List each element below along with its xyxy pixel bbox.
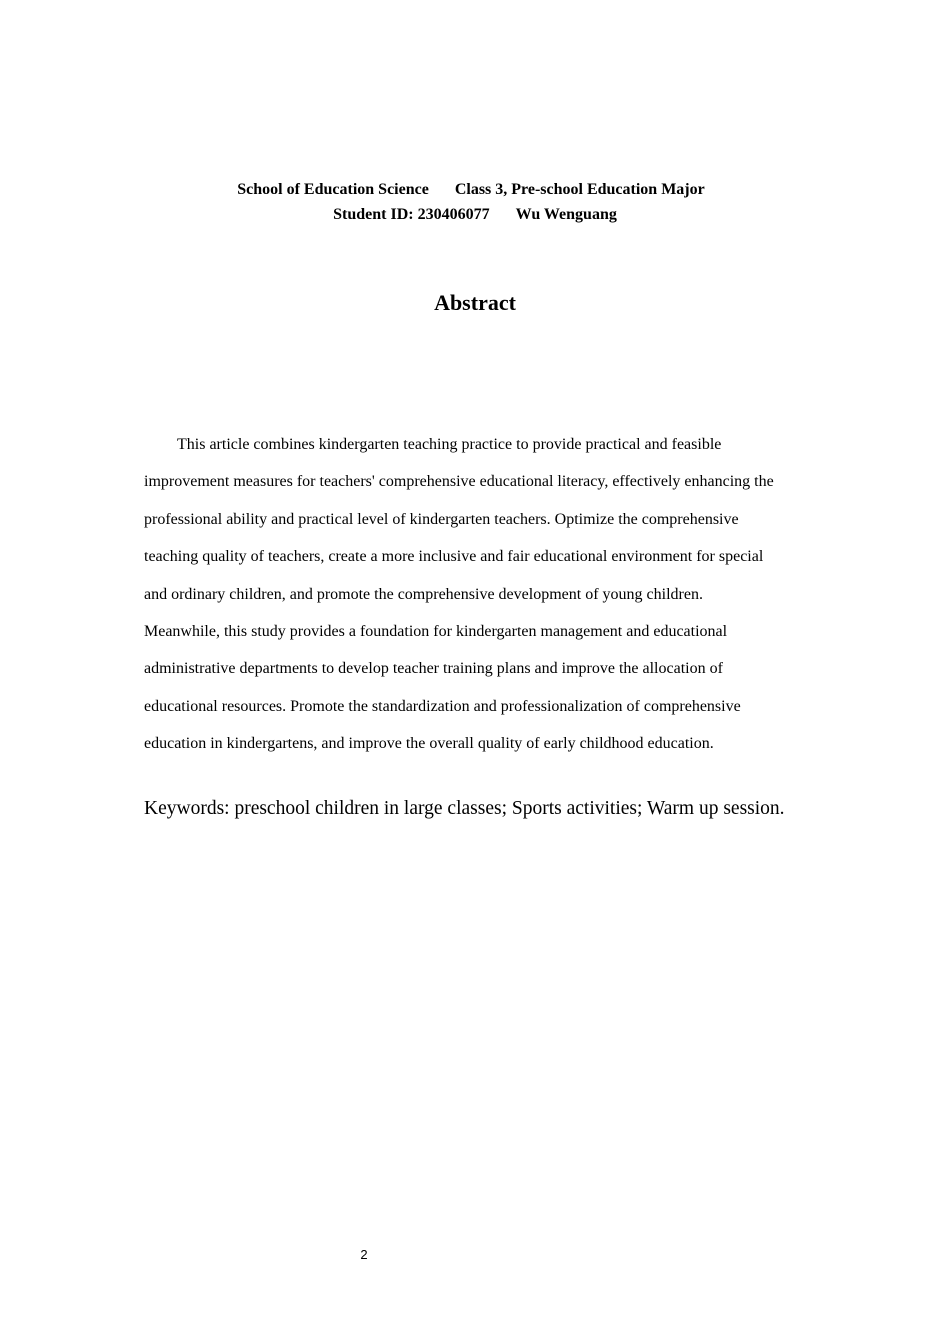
author-name: Wu Wenguang	[515, 206, 617, 223]
class-name: Class 3, Pre-school Education Major	[454, 181, 705, 198]
abstract-line: education in kindergartens, and improve the overall quality of early childhood education.	[144, 735, 714, 753]
abstract-line: and ordinary children, and promote the comprehensive development of young children.	[144, 585, 703, 603]
author-affiliation-line	[0, 180, 946, 200]
page-number: 2	[360, 1247, 368, 1262]
abstract-line: professional ability and practical level of kindergarten teachers. Optimize the comprehensive	[144, 510, 739, 528]
abstract-line: Meanwhile, this study provides a foundation for kindergarten management and educational	[144, 623, 728, 641]
author-identity-line	[0, 205, 950, 225]
abstract-line: administrative departments to develop teacher training plans and improve the allocation of	[144, 660, 723, 678]
abstract-title: Abstract	[434, 290, 516, 315]
abstract-body	[144, 426, 808, 763]
student-id: Student ID: 230406077	[333, 206, 490, 223]
abstract-line: improvement measures for teachers' comprehensive educational literacy, effectively enhancing the	[144, 473, 774, 491]
school-name: School of Education Science	[237, 181, 429, 198]
keywords: Keywords: preschool children in large classes; Sports activities; Warm up session.	[144, 798, 785, 819]
abstract-line: educational resources. Promote the standardization and professionalization of comprehensive	[144, 697, 741, 715]
abstract-line: teaching quality of teachers, create a more inclusive and fair educational environment for special	[144, 548, 764, 566]
abstract-line: This article combines kindergarten teaching practice to provide practical and feasible	[177, 436, 722, 453]
